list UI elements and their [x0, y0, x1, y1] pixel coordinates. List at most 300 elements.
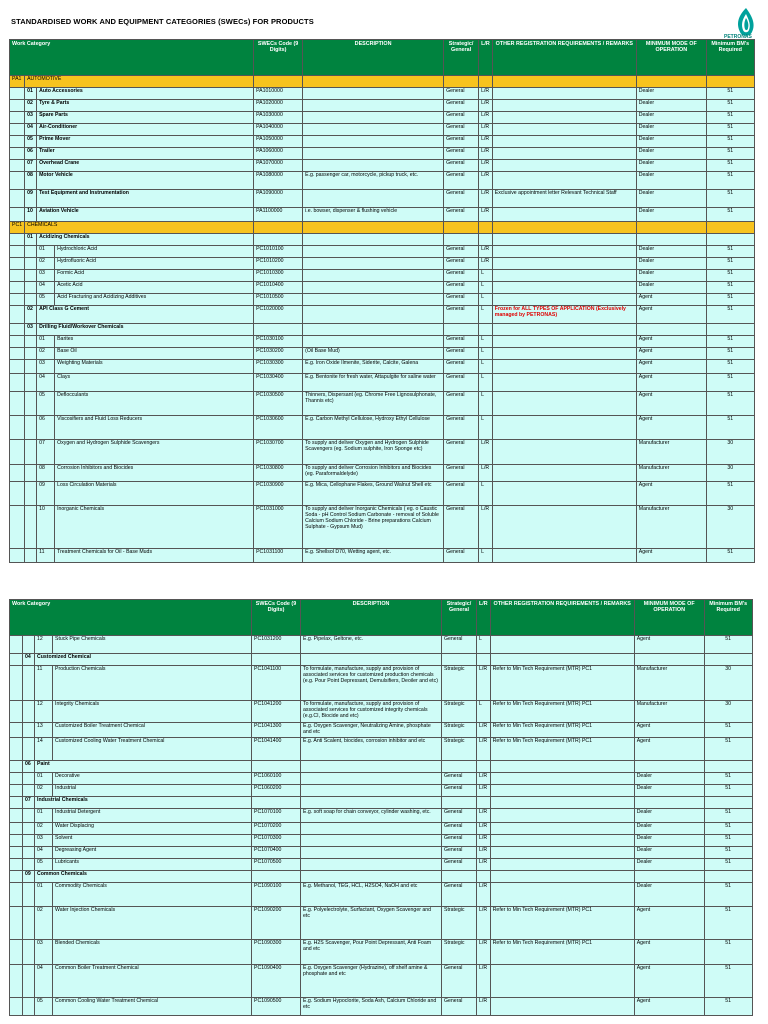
category-number: 09 — [25, 190, 37, 208]
min-mode: Dealer — [634, 784, 704, 796]
strategic-general: General — [444, 270, 479, 282]
description — [301, 784, 442, 796]
swecs-code: PC1010100 — [254, 246, 303, 258]
header-lr: L/R — [479, 40, 493, 76]
strategic-general: General — [442, 846, 477, 858]
table-cell — [10, 160, 25, 172]
category-number: 05 — [25, 136, 37, 148]
item-number: 12 — [35, 636, 53, 654]
other-requirements: Exclusive appointment letter Relevant Technical Staff — [492, 190, 636, 208]
item-number: 04 — [37, 374, 55, 392]
other-requirements — [492, 208, 636, 222]
description: (Oil Base Mud) — [303, 348, 444, 360]
subcategory-number: 01 — [25, 234, 37, 246]
table-cell — [10, 701, 23, 723]
table-cell — [490, 760, 634, 772]
item-name: Integrity Chemicals — [53, 701, 252, 723]
category-row — [10, 172, 755, 190]
other-requirements: Frozen for ALL TYPES OF APPLICATION (Exclusively managed by PETRONAS) — [492, 306, 636, 324]
category-name: Tyre & Parts — [37, 100, 254, 112]
table-cell — [301, 760, 442, 772]
header-row — [10, 600, 753, 636]
lr-value: L/R — [477, 834, 491, 846]
subcategory-row — [10, 760, 753, 772]
section-code: PA1 — [10, 76, 25, 88]
subcategory-row — [10, 234, 755, 246]
swecs-code: PC1060200 — [252, 784, 301, 796]
strategic-general: General — [444, 124, 479, 136]
min-mode: Dealer — [636, 246, 706, 258]
min-bm: 30 — [704, 701, 752, 723]
table-cell — [10, 784, 23, 796]
category-name: Overhead Crane — [37, 160, 254, 172]
other-requirements — [492, 392, 636, 416]
header-description: DESCRIPTION — [301, 600, 442, 636]
subcategory-name: Industrial Chemicals — [35, 796, 252, 808]
description: E.g. Pipelax, Geltone, etc. — [301, 636, 442, 654]
item-name: Decorative — [53, 772, 252, 784]
strategic-general: General — [442, 808, 477, 822]
strategic-general: General — [444, 160, 479, 172]
other-requirements — [492, 549, 636, 563]
swecs-code: PC1020000 — [254, 306, 303, 324]
other-requirements — [492, 88, 636, 100]
table-cell — [10, 440, 25, 465]
other-requirements — [492, 270, 636, 282]
logo-text: PETRONAS — [724, 34, 752, 40]
table-cell — [10, 834, 23, 846]
strategic-general: Strategic — [442, 723, 477, 738]
strategic-general: General — [442, 964, 477, 997]
min-bm: 51 — [704, 858, 752, 870]
description: E.g. Iron Oxide Ilmenite, Siderite, Calcite, Galena — [303, 360, 444, 374]
min-mode: Agent — [636, 348, 706, 360]
swecs-code: PC1070300 — [252, 834, 301, 846]
category-number: 10 — [25, 208, 37, 222]
lr-value: L/R — [477, 939, 491, 964]
description: E.g. Sodium Hypoclorite, Soda Ash, Calcium Chloride and etc — [301, 997, 442, 1015]
item-number: 11 — [35, 666, 53, 701]
category-row — [10, 882, 753, 906]
min-mode: Dealer — [636, 282, 706, 294]
subcategory-number: 06 — [23, 760, 35, 772]
min-bm: 51 — [706, 88, 754, 100]
description: Thinners, Dispersant (eg. Chrome Free Lignosulphonate, Thannis etc) — [303, 392, 444, 416]
table-cell — [23, 846, 35, 858]
item-name: Production Chemicals — [53, 666, 252, 701]
min-bm: 51 — [706, 124, 754, 136]
description — [303, 136, 444, 148]
description: To formulate, manufacture, supply and provision of associated services for customized production chemicals (e.g. Pour Point Depressant, Demulsifiers, Deoiler and etc) — [301, 666, 442, 701]
other-requirements — [492, 112, 636, 124]
swecs-code: PC1041400 — [252, 737, 301, 760]
strategic-general: Strategic — [442, 701, 477, 723]
min-bm: 51 — [706, 190, 754, 208]
description — [303, 160, 444, 172]
table-cell — [10, 506, 25, 549]
min-mode: Dealer — [634, 882, 704, 906]
other-requirements — [492, 374, 636, 392]
swecs-code: PC1031200 — [252, 636, 301, 654]
strategic-general: Strategic — [442, 906, 477, 939]
strategic-general: General — [444, 392, 479, 416]
min-mode: Agent — [636, 306, 706, 324]
lr-value: L — [479, 282, 493, 294]
table-cell — [444, 76, 479, 88]
header-min-bm: Minimum BM's Required — [706, 40, 754, 76]
category-row — [10, 190, 755, 208]
table-cell — [10, 858, 23, 870]
min-mode: Dealer — [636, 258, 706, 270]
category-row — [10, 506, 755, 549]
swecs-code: PC1031100 — [254, 549, 303, 563]
table-cell — [23, 834, 35, 846]
item-name: Oxygen and Hydrogen Sulphide Scavengers — [55, 440, 254, 465]
header-lr: L/R — [477, 600, 491, 636]
table-cell — [634, 796, 704, 808]
min-bm: 51 — [706, 360, 754, 374]
subcategory-name: Drilling Fluid/Workover Chemicals — [37, 324, 254, 336]
min-bm: 51 — [706, 258, 754, 270]
item-name: Barites — [55, 336, 254, 348]
lr-value: L/R — [479, 100, 493, 112]
item-name: Common Boiler Treatment Chemical — [53, 964, 252, 997]
item-name: Common Cooling Water Treatment Chemical — [53, 997, 252, 1015]
header-swecs-code: SWECs Code (9 Digits) — [254, 40, 303, 76]
strategic-general: General — [444, 172, 479, 190]
table-cell — [10, 360, 25, 374]
description — [303, 294, 444, 306]
table-cell — [25, 270, 37, 282]
table-cell — [477, 654, 491, 666]
lr-value: L/R — [477, 822, 491, 834]
strategic-general: General — [444, 374, 479, 392]
item-number: 08 — [37, 465, 55, 482]
table-cell — [254, 222, 303, 234]
subcategory-row — [10, 654, 753, 666]
item-number: 02 — [37, 258, 55, 270]
swecs-code: PC1030100 — [254, 336, 303, 348]
other-requirements — [490, 964, 634, 997]
table-cell — [477, 760, 491, 772]
strategic-general: General — [444, 506, 479, 549]
min-mode: Dealer — [636, 112, 706, 124]
section-code: PC1 — [10, 222, 25, 234]
item-name: Treatment Chemicals for Oil - Base Muds — [55, 549, 254, 563]
category-row — [10, 246, 755, 258]
category-row — [10, 701, 753, 723]
table-cell — [704, 870, 752, 882]
other-requirements: Refer to Min Tech Requirement (MTR) PC1 — [490, 723, 634, 738]
table-cell — [25, 440, 37, 465]
other-requirements — [490, 772, 634, 784]
table-cell — [10, 282, 25, 294]
header-swecs-code: SWECs Code (9 Digits) — [252, 600, 301, 636]
item-number: 01 — [37, 336, 55, 348]
header-work-category: Work Category — [10, 600, 252, 636]
table-cell — [479, 234, 493, 246]
swecs-code: PC1030400 — [254, 374, 303, 392]
category-row — [10, 784, 753, 796]
table-cell — [10, 549, 25, 563]
swecs-code: PC1090300 — [252, 939, 301, 964]
strategic-general: Strategic — [442, 939, 477, 964]
table-cell — [10, 324, 25, 336]
table-cell — [10, 666, 23, 701]
min-bm: 51 — [704, 882, 752, 906]
table-cell — [25, 549, 37, 563]
category-row — [10, 964, 753, 997]
category-row — [10, 482, 755, 506]
lr-value: L/R — [479, 208, 493, 222]
category-row — [10, 723, 753, 738]
header-other-requirements: OTHER REGISTRATION REQUIREMENTS / REMARKS — [490, 600, 634, 636]
item-number: 12 — [35, 701, 53, 723]
item-number: 03 — [35, 834, 53, 846]
subcategory-name: Common Chemicals — [35, 870, 252, 882]
lr-value: L/R — [477, 784, 491, 796]
item-number: 04 — [35, 964, 53, 997]
table-cell — [10, 246, 25, 258]
lr-value: L — [477, 636, 491, 654]
min-bm: 30 — [706, 465, 754, 482]
header-description: DESCRIPTION — [303, 40, 444, 76]
table-cell — [23, 737, 35, 760]
strategic-general: General — [444, 416, 479, 440]
item-number: 05 — [35, 997, 53, 1015]
min-bm: 51 — [706, 306, 754, 324]
min-mode: Manufacturer — [636, 465, 706, 482]
item-name: Loss Circulation Materials — [55, 482, 254, 506]
category-number: 02 — [25, 100, 37, 112]
subcategory-row — [10, 870, 753, 882]
item-name: Degreasing Agent — [53, 846, 252, 858]
table-cell — [23, 784, 35, 796]
lr-value: L/R — [479, 160, 493, 172]
description — [303, 124, 444, 136]
min-bm: 51 — [706, 282, 754, 294]
table-cell — [25, 392, 37, 416]
description: i.e. bowser, dispenser & flushing vehicle — [303, 208, 444, 222]
min-mode: Agent — [634, 636, 704, 654]
min-bm: 51 — [706, 416, 754, 440]
other-requirements — [492, 360, 636, 374]
min-bm: 51 — [706, 100, 754, 112]
strategic-general: General — [444, 306, 479, 324]
table-cell — [25, 348, 37, 360]
table-cell — [10, 796, 23, 808]
category-number: 06 — [25, 148, 37, 160]
min-bm: 51 — [704, 723, 752, 738]
lr-value: L/R — [477, 997, 491, 1015]
strategic-general: General — [442, 784, 477, 796]
lr-value: L — [479, 348, 493, 360]
table-cell — [10, 772, 23, 784]
category-row — [10, 306, 755, 324]
swecs-code: PC1010300 — [254, 270, 303, 282]
other-requirements: Refer to Min Tech Requirement (MTR) PC1 — [490, 666, 634, 701]
item-name: Viscosifiers and Fluid Loss Reducers — [55, 416, 254, 440]
table-cell — [10, 870, 23, 882]
min-mode: Manufacturer — [636, 440, 706, 465]
swecs-code: PC1010400 — [254, 282, 303, 294]
category-row — [10, 939, 753, 964]
table-cell — [706, 234, 754, 246]
swecs-code: PC1070500 — [252, 858, 301, 870]
table-cell — [10, 208, 25, 222]
other-requirements — [492, 100, 636, 112]
table-cell — [301, 870, 442, 882]
category-name: Auto Accessories — [37, 88, 254, 100]
category-row — [10, 636, 753, 654]
swecs-code: PC1030300 — [254, 360, 303, 374]
lr-value: L/R — [477, 964, 491, 997]
category-row — [10, 270, 755, 282]
description — [303, 246, 444, 258]
category-row — [10, 822, 753, 834]
category-name: Prime Mover — [37, 136, 254, 148]
min-mode: Dealer — [636, 270, 706, 282]
min-bm: 51 — [706, 208, 754, 222]
item-number: 14 — [35, 737, 53, 760]
other-requirements — [490, 834, 634, 846]
lr-value: L/R — [479, 506, 493, 549]
item-name: Formic Acid — [55, 270, 254, 282]
other-requirements — [490, 846, 634, 858]
min-bm: 51 — [706, 294, 754, 306]
description — [303, 270, 444, 282]
table-cell — [10, 846, 23, 858]
category-row — [10, 360, 755, 374]
description: To supply and deliver Oxygen and Hydrogen Sulphide Scavengers (eg. Sodium sulphite, Iron Sponge etc) — [303, 440, 444, 465]
swecs-code: PC1030900 — [254, 482, 303, 506]
table-cell — [10, 88, 25, 100]
header-row — [10, 40, 755, 76]
swecs-code: PA1030000 — [254, 112, 303, 124]
other-requirements — [492, 172, 636, 190]
swecs-code: PA1040000 — [254, 124, 303, 136]
table-cell — [10, 392, 25, 416]
item-name: Industrial — [53, 784, 252, 796]
swec-table-page-1 — [9, 39, 755, 563]
table-cell — [10, 636, 23, 654]
category-row — [10, 416, 755, 440]
other-requirements — [492, 124, 636, 136]
lr-value: L/R — [477, 666, 491, 701]
description — [301, 858, 442, 870]
item-name: Customized Cooling Water Treatment Chemical — [53, 737, 252, 760]
min-mode: Agent — [636, 392, 706, 416]
item-name: Water Displacing — [53, 822, 252, 834]
min-mode: Agent — [634, 997, 704, 1015]
strategic-general: General — [444, 482, 479, 506]
min-mode: Dealer — [636, 88, 706, 100]
table-cell — [636, 324, 706, 336]
other-requirements — [492, 482, 636, 506]
table-cell — [492, 234, 636, 246]
other-requirements — [490, 997, 634, 1015]
other-requirements — [492, 136, 636, 148]
item-number: 02 — [35, 822, 53, 834]
table-cell — [479, 76, 493, 88]
table-cell — [490, 796, 634, 808]
category-row — [10, 834, 753, 846]
category-row — [10, 846, 753, 858]
swecs-code: PC1041100 — [252, 666, 301, 701]
min-mode: Agent — [636, 549, 706, 563]
table-cell — [10, 964, 23, 997]
table-cell — [252, 870, 301, 882]
swecs-code: PC1030700 — [254, 440, 303, 465]
table-cell — [23, 906, 35, 939]
item-number: 06 — [37, 416, 55, 440]
category-name: Air-Conditioner — [37, 124, 254, 136]
item-number: 04 — [37, 282, 55, 294]
table-cell — [10, 808, 23, 822]
min-bm: 51 — [704, 772, 752, 784]
item-number: 09 — [37, 482, 55, 506]
min-bm: 51 — [706, 136, 754, 148]
lr-value: L/R — [477, 772, 491, 784]
category-row — [10, 737, 753, 760]
subcategory-number: 09 — [23, 870, 35, 882]
table-cell — [444, 222, 479, 234]
table-cell — [23, 997, 35, 1015]
strategic-general: General — [442, 997, 477, 1015]
table-cell — [23, 808, 35, 822]
item-number: 03 — [35, 939, 53, 964]
strategic-general: General — [444, 190, 479, 208]
min-bm: 51 — [706, 246, 754, 258]
description: E.g. Polyelectrolyte, Surfactant, Oxygen Scavenger and etc — [301, 906, 442, 939]
item-number: 05 — [37, 392, 55, 416]
table-cell — [25, 336, 37, 348]
header-work-category: Work Category — [10, 40, 254, 76]
category-row — [10, 997, 753, 1015]
strategic-general: General — [444, 336, 479, 348]
table-cell — [444, 234, 479, 246]
min-mode: Dealer — [634, 846, 704, 858]
category-name: Aviation Vehicle — [37, 208, 254, 222]
item-name: Hydrochloric Acid — [55, 246, 254, 258]
min-mode: Dealer — [634, 858, 704, 870]
min-bm: 51 — [706, 336, 754, 348]
min-mode: Manufacturer — [634, 666, 704, 701]
category-row — [10, 112, 755, 124]
category-row — [10, 858, 753, 870]
header-strategic-general: Strategic/ General — [444, 40, 479, 76]
other-requirements — [492, 258, 636, 270]
item-number: 13 — [35, 723, 53, 738]
category-row — [10, 906, 753, 939]
other-requirements — [492, 294, 636, 306]
category-name: Test Equipment and Instrumentation — [37, 190, 254, 208]
table-cell — [25, 374, 37, 392]
table-cell — [634, 760, 704, 772]
table-cell — [10, 416, 25, 440]
section-row — [10, 76, 755, 88]
item-number: 01 — [37, 246, 55, 258]
swec-table-page-2 — [9, 599, 753, 1016]
swecs-code: PC1090400 — [252, 964, 301, 997]
table-cell — [301, 654, 442, 666]
strategic-general: General — [444, 360, 479, 374]
category-row — [10, 124, 755, 136]
description — [303, 306, 444, 324]
lr-value: L/R — [479, 246, 493, 258]
swecs-code: PA1100000 — [254, 208, 303, 222]
swecs-code: PA1020000 — [254, 100, 303, 112]
